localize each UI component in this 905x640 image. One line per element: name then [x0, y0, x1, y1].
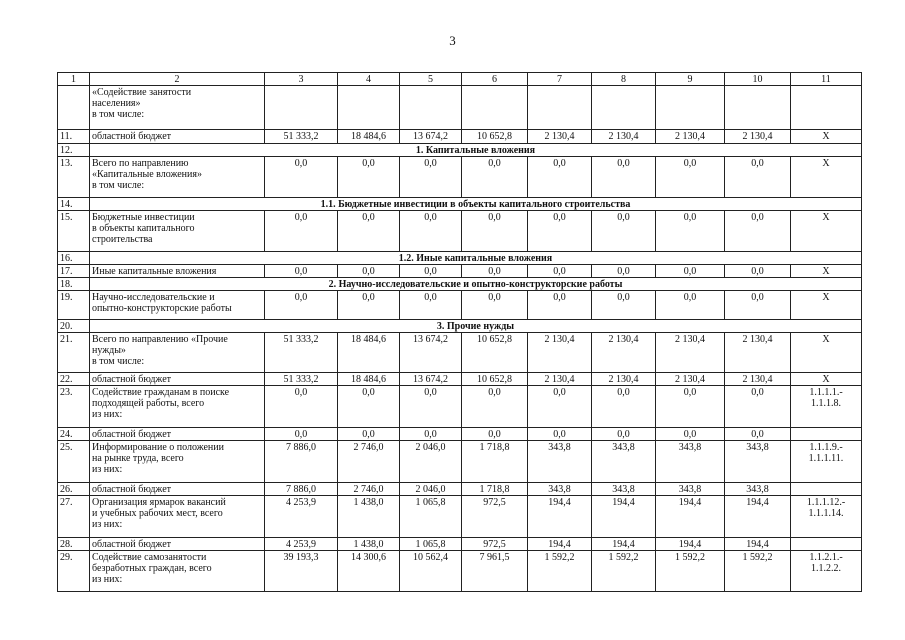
row-number: 27. [58, 496, 90, 538]
row-number: 16. [58, 252, 90, 265]
value-cell: 0,0 [338, 211, 400, 252]
value-cell: 13 674,2 [400, 333, 462, 373]
value-cell: 39 193,3 [265, 551, 338, 592]
row-description: Содействие гражданам в поиске подходящей работы, всего из них: [90, 386, 265, 428]
value-cell: 2 746,0 [338, 483, 400, 496]
row-description: областной бюджет [90, 373, 265, 386]
header-cell: 10 [725, 73, 791, 86]
row-number: 22. [58, 373, 90, 386]
value-cell: 0,0 [592, 157, 656, 198]
value-cell: 194,4 [725, 538, 791, 551]
reference-cell [791, 428, 862, 441]
value-cell: 194,4 [528, 496, 592, 538]
row-number: 24. [58, 428, 90, 441]
value-cell: 0,0 [338, 428, 400, 441]
value-cell: 10 652,8 [462, 130, 528, 144]
value-cell: 0,0 [725, 291, 791, 320]
value-cell: 0,0 [400, 211, 462, 252]
value-cell: 194,4 [725, 496, 791, 538]
header-cell: 9 [656, 73, 725, 86]
value-cell: 18 484,6 [338, 373, 400, 386]
value-cell: 0,0 [265, 157, 338, 198]
value-cell [656, 86, 725, 130]
value-cell: 13 674,2 [400, 373, 462, 386]
row-number: 26. [58, 483, 90, 496]
value-cell: 1 592,2 [656, 551, 725, 592]
row-number: 28. [58, 538, 90, 551]
row-number: 18. [58, 278, 90, 291]
table-row [58, 386, 862, 428]
value-cell: 194,4 [656, 538, 725, 551]
value-cell: 0,0 [592, 386, 656, 428]
value-cell: 13 674,2 [400, 130, 462, 144]
value-cell: 2 130,4 [592, 373, 656, 386]
header-cell: 1 [58, 73, 90, 86]
value-cell: 2 130,4 [656, 333, 725, 373]
value-cell: 0,0 [265, 291, 338, 320]
value-cell: 0,0 [265, 428, 338, 441]
row-number: 12. [58, 144, 90, 157]
reference-cell: X [791, 130, 862, 144]
value-cell: 2 130,4 [725, 130, 791, 144]
value-cell: 0,0 [462, 428, 528, 441]
table-row [58, 538, 862, 551]
row-number [58, 86, 90, 130]
reference-cell: X [791, 291, 862, 320]
value-cell: 0,0 [462, 265, 528, 278]
reference-cell: 1.1.2.1.- 1.1.2.2. [791, 551, 862, 592]
header-cell: 6 [462, 73, 528, 86]
value-cell: 0,0 [592, 211, 656, 252]
value-cell: 1 065,8 [400, 496, 462, 538]
value-cell: 1 718,8 [462, 441, 528, 483]
row-description: Организация ярмарок вакансий и учебных рабочих мест, всего из них: [90, 496, 265, 538]
section-row [58, 252, 862, 265]
value-cell: 0,0 [528, 157, 592, 198]
value-cell: 10 652,8 [462, 333, 528, 373]
value-cell: 343,8 [656, 441, 725, 483]
value-cell: 0,0 [400, 428, 462, 441]
section-row [58, 198, 862, 211]
value-cell: 0,0 [265, 386, 338, 428]
value-cell: 2 130,4 [592, 130, 656, 144]
value-cell [265, 86, 338, 130]
value-cell [338, 86, 400, 130]
value-cell: 0,0 [338, 291, 400, 320]
header-cell: 3 [265, 73, 338, 86]
row-number: 20. [58, 320, 90, 333]
reference-cell: X [791, 373, 862, 386]
value-cell: 4 253,9 [265, 538, 338, 551]
page-number: 3 [449, 33, 456, 48]
row-number: 29. [58, 551, 90, 592]
row-number: 17. [58, 265, 90, 278]
value-cell: 343,8 [592, 441, 656, 483]
header-cell: 7 [528, 73, 592, 86]
value-cell: 0,0 [400, 157, 462, 198]
table-row [58, 86, 862, 130]
reference-cell: X [791, 157, 862, 198]
value-cell: 1 592,2 [592, 551, 656, 592]
value-cell: 2 130,4 [592, 333, 656, 373]
value-cell: 0,0 [725, 157, 791, 198]
value-cell: 0,0 [400, 291, 462, 320]
value-cell: 343,8 [725, 483, 791, 496]
value-cell: 2 130,4 [656, 130, 725, 144]
value-cell: 343,8 [528, 483, 592, 496]
table-row [58, 265, 862, 278]
value-cell: 7 886,0 [265, 441, 338, 483]
table-row [58, 496, 862, 538]
value-cell: 343,8 [725, 441, 791, 483]
table-row [58, 333, 862, 373]
value-cell: 0,0 [592, 428, 656, 441]
value-cell [400, 86, 462, 130]
value-cell [725, 86, 791, 130]
value-cell: 0,0 [528, 428, 592, 441]
table-row [58, 428, 862, 441]
value-cell: 0,0 [528, 291, 592, 320]
value-cell: 0,0 [338, 386, 400, 428]
value-cell: 343,8 [592, 483, 656, 496]
header-cell: 4 [338, 73, 400, 86]
value-cell: 194,4 [656, 496, 725, 538]
value-cell: 2 046,0 [400, 441, 462, 483]
value-cell: 0,0 [400, 386, 462, 428]
row-description: «Содействие занятости населения» в том числе: [90, 86, 265, 130]
value-cell: 0,0 [592, 265, 656, 278]
value-cell: 0,0 [725, 211, 791, 252]
value-cell: 0,0 [656, 291, 725, 320]
table-row [58, 483, 862, 496]
row-number: 13. [58, 157, 90, 198]
value-cell: 51 333,2 [265, 333, 338, 373]
value-cell: 343,8 [656, 483, 725, 496]
value-cell: 0,0 [725, 386, 791, 428]
value-cell: 194,4 [592, 496, 656, 538]
value-cell: 7 961,5 [462, 551, 528, 592]
row-description: областной бюджет [90, 538, 265, 551]
reference-cell: X [791, 265, 862, 278]
value-cell: 2 130,4 [725, 333, 791, 373]
value-cell: 0,0 [462, 211, 528, 252]
row-description: Научно-исследовательские и опытно-конструкторские работы [90, 291, 265, 320]
value-cell: 14 300,6 [338, 551, 400, 592]
value-cell: 51 333,2 [265, 130, 338, 144]
reference-cell: X [791, 333, 862, 373]
reference-cell: 1.1.1.12.- 1.1.1.14. [791, 496, 862, 538]
value-cell: 0,0 [656, 211, 725, 252]
value-cell: 10 562,4 [400, 551, 462, 592]
value-cell: 2 130,4 [528, 130, 592, 144]
value-cell [462, 86, 528, 130]
value-cell: 0,0 [265, 265, 338, 278]
row-description: Содействие самозанятости безработных граждан, всего из них: [90, 551, 265, 592]
value-cell: 1 438,0 [338, 496, 400, 538]
table-row [58, 157, 862, 198]
value-cell: 0,0 [656, 157, 725, 198]
value-cell: 1 438,0 [338, 538, 400, 551]
row-number: 21. [58, 333, 90, 373]
value-cell: 18 484,6 [338, 130, 400, 144]
table-row [58, 211, 862, 252]
row-description: областной бюджет [90, 483, 265, 496]
value-cell: 1 592,2 [528, 551, 592, 592]
value-cell [528, 86, 592, 130]
row-number: 14. [58, 198, 90, 211]
section-title: 1.2. Иные капитальные вложения [90, 252, 862, 265]
value-cell: 2 746,0 [338, 441, 400, 483]
value-cell: 0,0 [338, 265, 400, 278]
value-cell: 0,0 [462, 386, 528, 428]
section-title: 1. Капитальные вложения [90, 144, 862, 157]
reference-cell [791, 86, 862, 130]
header-cell: 5 [400, 73, 462, 86]
value-cell: 4 253,9 [265, 496, 338, 538]
value-cell: 0,0 [725, 428, 791, 441]
value-cell: 18 484,6 [338, 333, 400, 373]
value-cell: 1 718,8 [462, 483, 528, 496]
value-cell: 343,8 [528, 441, 592, 483]
value-cell: 194,4 [528, 538, 592, 551]
value-cell: 2 046,0 [400, 483, 462, 496]
row-number: 11. [58, 130, 90, 144]
value-cell: 0,0 [338, 157, 400, 198]
reference-cell: X [791, 211, 862, 252]
row-description: Всего по направлению «Капитальные вложения» в том числе: [90, 157, 265, 198]
header-cell: 11 [791, 73, 862, 86]
reference-cell [791, 538, 862, 551]
value-cell: 2 130,4 [528, 373, 592, 386]
value-cell: 0,0 [400, 265, 462, 278]
row-number: 19. [58, 291, 90, 320]
value-cell: 0,0 [528, 265, 592, 278]
value-cell: 972,5 [462, 538, 528, 551]
value-cell: 1 592,2 [725, 551, 791, 592]
header-row [58, 73, 862, 86]
reference-cell: 1.1.1.1.- 1.1.1.8. [791, 386, 862, 428]
value-cell: 194,4 [592, 538, 656, 551]
table-row [58, 130, 862, 144]
section-row [58, 320, 862, 333]
row-description: Иные капитальные вложения [90, 265, 265, 278]
section-title: 1.1. Бюджетные инвестиции в объекты капитального строительства [90, 198, 862, 211]
reference-cell [791, 483, 862, 496]
reference-cell: 1.1.1.9.- 1.1.1.11. [791, 441, 862, 483]
value-cell: 51 333,2 [265, 373, 338, 386]
row-description: областной бюджет [90, 130, 265, 144]
value-cell: 7 886,0 [265, 483, 338, 496]
row-number: 15. [58, 211, 90, 252]
value-cell: 0,0 [528, 386, 592, 428]
value-cell: 1 065,8 [400, 538, 462, 551]
value-cell: 0,0 [265, 211, 338, 252]
header-cell: 2 [90, 73, 265, 86]
row-description: Всего по направлению «Прочие нужды» в том числе: [90, 333, 265, 373]
table-row [58, 551, 862, 592]
value-cell: 0,0 [656, 428, 725, 441]
value-cell: 0,0 [462, 291, 528, 320]
value-cell: 0,0 [592, 291, 656, 320]
section-row [58, 144, 862, 157]
value-cell: 0,0 [656, 265, 725, 278]
value-cell: 2 130,4 [656, 373, 725, 386]
row-number: 23. [58, 386, 90, 428]
row-description: Бюджетные инвестиции в объекты капитального строительства [90, 211, 265, 252]
header-cell: 8 [592, 73, 656, 86]
value-cell: 0,0 [725, 265, 791, 278]
value-cell: 0,0 [528, 211, 592, 252]
value-cell: 0,0 [656, 386, 725, 428]
row-number: 25. [58, 441, 90, 483]
value-cell: 0,0 [462, 157, 528, 198]
value-cell [592, 86, 656, 130]
table-row [58, 291, 862, 320]
value-cell: 2 130,4 [528, 333, 592, 373]
value-cell: 2 130,4 [725, 373, 791, 386]
value-cell: 10 652,8 [462, 373, 528, 386]
table-row [58, 373, 862, 386]
section-title: 2. Научно-исследовательские и опытно-конструкторские работы [90, 278, 862, 291]
row-description: областной бюджет [90, 428, 265, 441]
section-row [58, 278, 862, 291]
section-title: 3. Прочие нужды [90, 320, 862, 333]
table-row [58, 441, 862, 483]
budget-table [57, 72, 862, 592]
value-cell: 972,5 [462, 496, 528, 538]
row-description: Информирование о положении на рынке труда, всего из них: [90, 441, 265, 483]
